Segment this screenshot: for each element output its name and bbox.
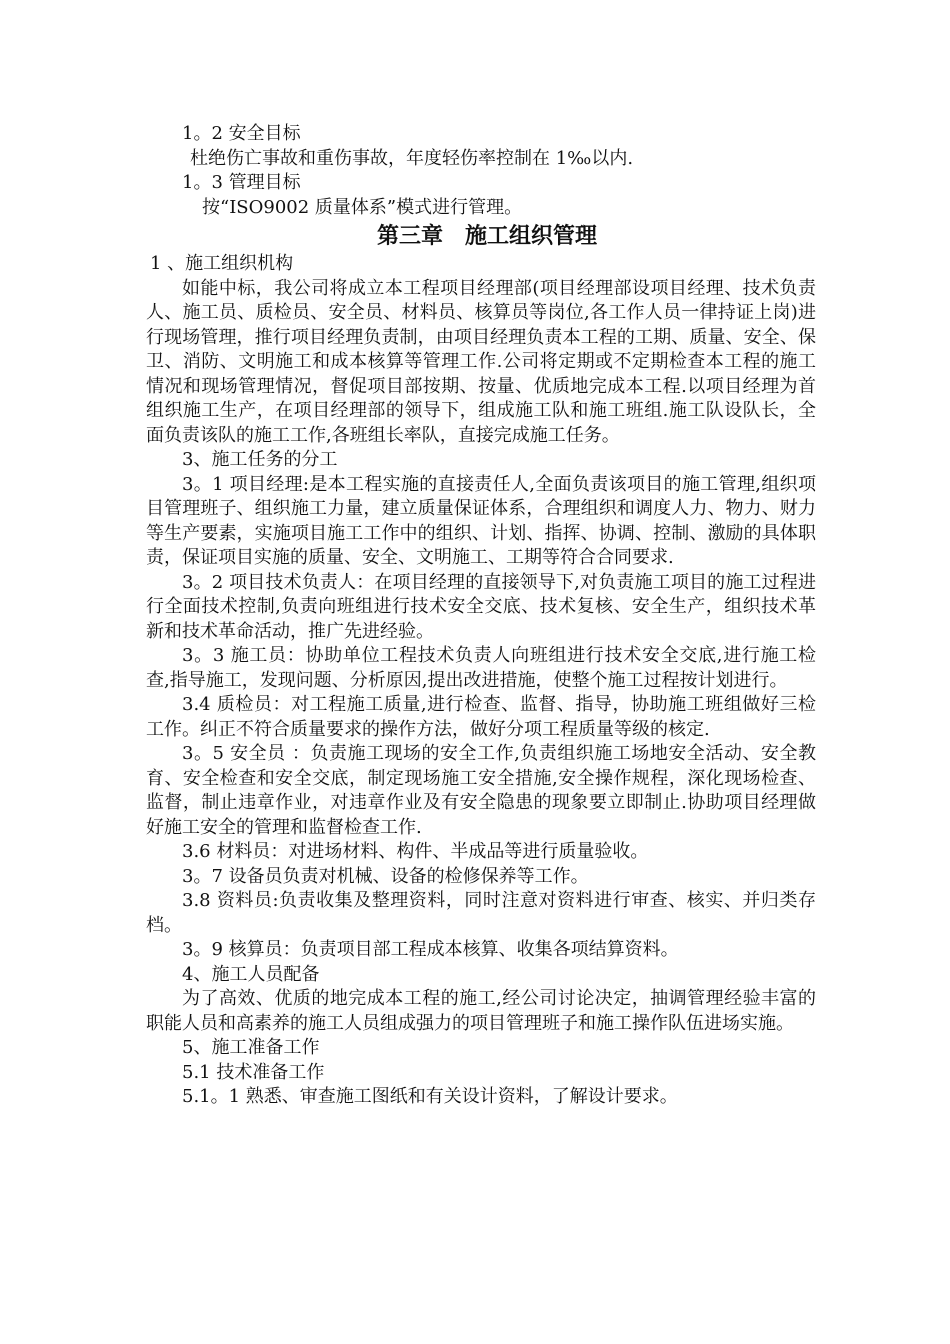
safety-goal-text: 杜绝伤亡事故和重伤事故，年度轻伤率控制在 1‰以内. [190, 147, 634, 169]
paragraph-material-officer: 3.6 材料员：对进场材料、构件、半成品等进行质量验收。 [182, 841, 649, 862]
management-goal-text: 按“ISO9002 质量体系”模式进行管理。 [202, 196, 523, 218]
paragraph-technical-lead: 3。2 项目技术负责人：在项目经理的直接领导下,对负责施工项目的施工过程进行全面技术控制,负责向班组进行技术安全交底、技术复核、安全生产，组织技术革新和技术革命活动，推广先进经验。 [146, 571, 816, 642]
heading-technical-preparation: 5.1 技术准备工作 [182, 1061, 325, 1083]
heading-organization: 1 、施工组织机构 [150, 253, 294, 274]
paragraph-equipment-officer: 3。7 设备员负责对机械、设备的检修保养等工作。 [182, 865, 589, 887]
paragraph-cost-accountant: 3。9 核算员：负责项目部工程成本核算、收集各项结算资料。 [182, 939, 679, 960]
item-review-drawings: 5.1。1 熟悉、审查施工图纸和有关设计资料，了解设计要求。 [182, 1086, 678, 1107]
paragraph-project-manager: 3。1 项目经理:是本工程实施的直接责任人,全面负责该项目的施工管理,组织项目管理班子、组织施工力量，建立质量保证体系，合理组织和调度人力、物力、财力等生产要素，实施项目施工工作中的组织、计划、指挥、协调、控制、激励的具体职责，保证项目实施的质量、安全、文明施工、工期等符合合同要求. [146, 473, 816, 568]
paragraph-quality-inspector: 3.4 质检员：对工程施工质量,进行检查、监督、指导，协助施工班组做好三检工作。纠正不符合质量要求的操作方法，做好分项工程质量等级的核定. [146, 694, 816, 740]
document-body [146, 122, 816, 1110]
chapter-title: 第三章 施工组织管理 [376, 223, 597, 249]
heading-staffing: 4、施工人员配备 [182, 963, 320, 985]
heading-task-division: 3、施工任务的分工 [182, 449, 338, 470]
paragraph-document-officer: 3.8 资料员:负责收集及整理资料，同时注意对资料进行审查、核实、并归类存档。 [146, 890, 816, 936]
paragraph-staffing: 为了高效、优质的地完成本工程的施工,经公司讨论决定，抽调管理经验丰富的职能人员和高素养的施工人员组成强力的项目管理班子和施工操作队伍进场实施。 [146, 988, 816, 1034]
paragraph-organization: 如能中标，我公司将成立本工程项目经理部(项目经理部设项目经理、技术负责人、施工员、质检员、安全员、材料员、核算员等岗位,各工作人员一律持证上岗)进行现场管理，推行项目经理负责制，由项目经理负责本工程的工期、质量、安全、保卫、消防、文明施工和成本核算等管理工作.公司将定期或不定期检查本工程的施工情况和现场管理情况，督促项目部按期、按量、优质地完成本工程.以项目经理为首组织施工生产，在项目经理部的领导下，组成施工队和施工班组.施工队设队长，全面负责该队的施工工作,各班组长率队，直接完成施工任务。 [146, 277, 816, 446]
heading-preparation: 5、施工准备工作 [182, 1037, 320, 1058]
paragraph-construction-staff: 3。3 施工员：协助单位工程技术负责人向班组进行技术安全交底,进行施工检查,指导施工，发现问题、分析原因,提出改进措施，使整个施工过程按计划进行。 [146, 645, 816, 691]
heading-management-goal: 1。3 管理目标 [182, 172, 301, 193]
paragraph-safety-officer: 3。5 安全员 ：负责施工现场的安全工作,负责组织施工场地安全活动、安全教育、安全检查和安全交底，制定现场施工安全措施,安全操作规程，深化现场检查、监督，制止违章作业，对违章作业及有安全隐患的现象要立即制止.协助项目经理做好施工安全的管理和监督检查工作. [146, 743, 816, 838]
heading-safety-goal: 1。2 安全目标 [182, 123, 301, 144]
